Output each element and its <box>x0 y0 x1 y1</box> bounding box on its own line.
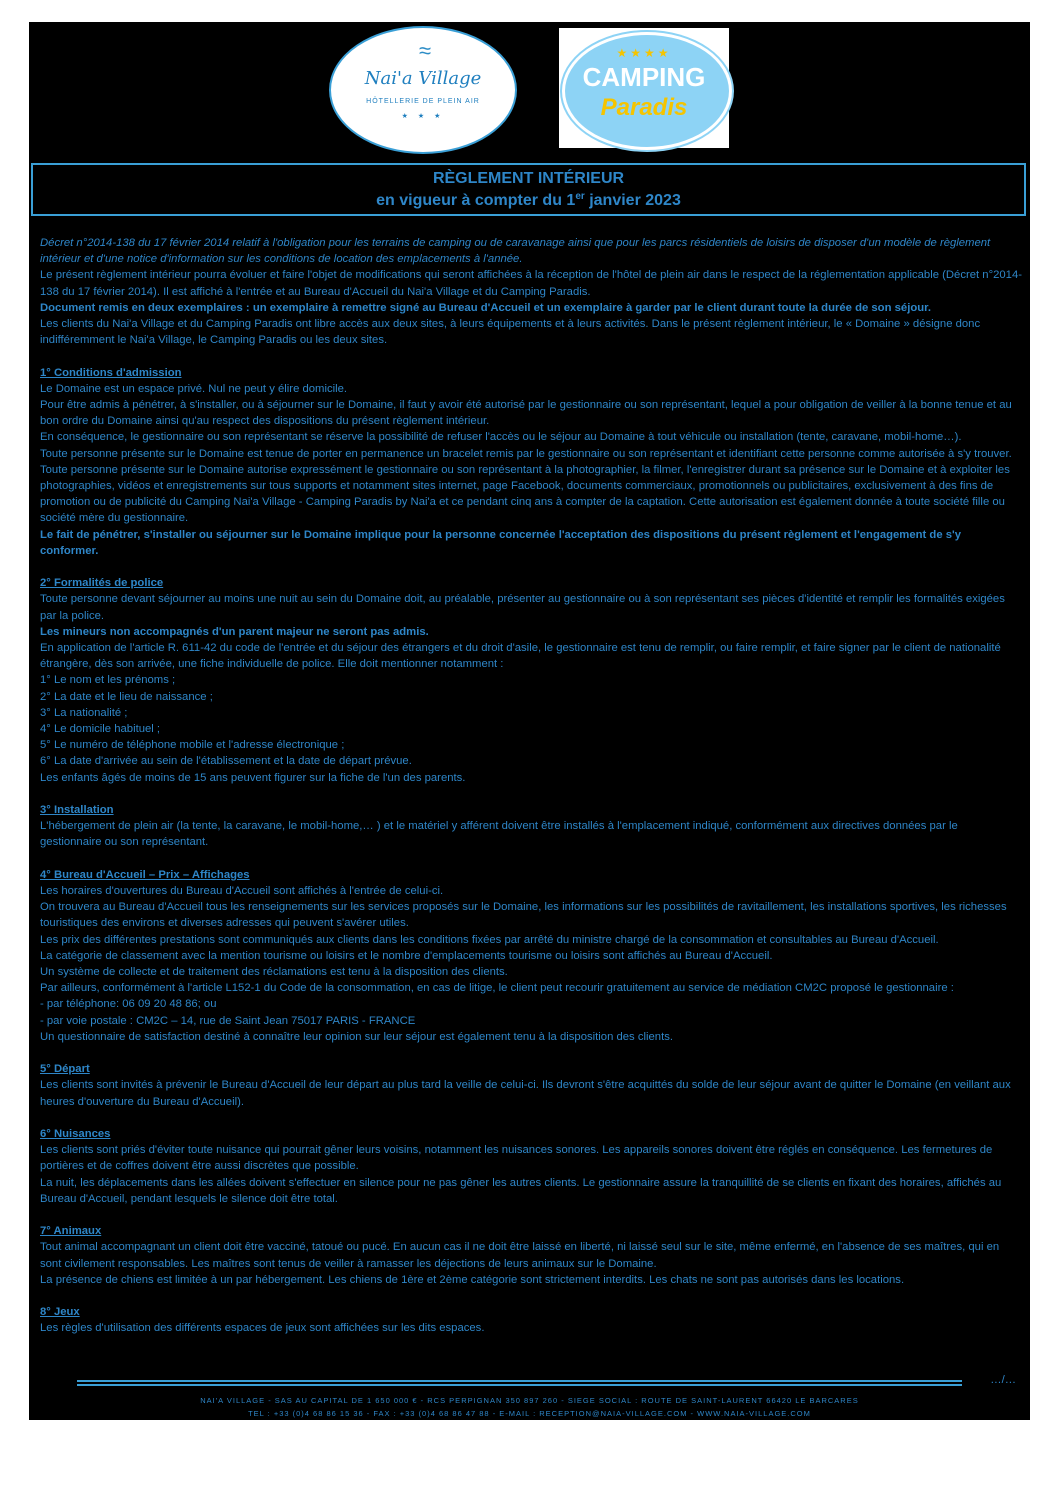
naia-village-logo <box>329 26 517 154</box>
dolphin-icon: ≈ <box>418 38 432 63</box>
section-title-installation: 3° Installation <box>40 804 114 817</box>
paragraph: Les enfants âgés de moins de 15 ans peuvent figurer sur la fiche de l'un des parents. <box>40 771 466 784</box>
intro-bold-paragraph: Document remis en deux exemplaires : un exemplaire à remettre signé au Bureau d'Accueil et un exemplaire à garder par le client durant toute la durée de son séjour. <box>40 301 932 314</box>
section-title-police: 2° Formalités de police <box>40 577 164 590</box>
paragraph: Les horaires d'ouvertures du Bureau d'Accueil sont affichés à l'entrée de celui-ci. <box>40 885 444 898</box>
paragraph: On trouvera au Bureau d'Accueil tous les renseignements sur les services proposés sur le Domaine, les informations sur les possibilités de ravitaillement, les installations sportives, les richesses touristiques des environs et diverses adresses qui peuvent s'avérer utiles. <box>40 901 1007 930</box>
paragraph: En conséquence, le gestionnaire ou son représentant se réserve la possibilité de refuser l'accès ou le séjour au Domaine à tout véhicule ou installation (tente, caravane, mobil-home…). <box>40 431 962 444</box>
section-title-nuisances: 6° Nuisances <box>40 1128 111 1141</box>
paragraph: Tout animal accompagnant un client doit être vacciné, tatoué ou pucé. En aucun cas il ne doit être laissé en liberté, ni laissé seul sur le site, même enfermé, en l'absence de ses maîtres, qui en sont civilement responsables. Les maîtres sont tenus de veiller à ramasser les déjections de leurs animaux sur le Domaine. <box>40 1241 1000 1270</box>
camping-logo-word: CAMPING <box>582 62 706 92</box>
subtitle-sup: er <box>575 191 585 202</box>
paragraph: Un questionnaire de satisfaction destiné à connaître leur opinion sur leur séjour est également tenu à la disposition des clients. <box>40 1030 674 1043</box>
paragraph: Toute personne présente sur le Domaine autorise expressément le gestionnaire ou son représentant à la photographier, la filmer, l'enregistrer durant sa présence sur le Domaine et à exploiter les photographies, vidéos et enregistrements sur tous supports et notamment sites internet, page Facebook, documents commerciaux, promotionnels ou publicitaires, exclusivement à des fins de promotion ou de publicité du Camping Nai'a Village - Camping Paradis by Nai'a et ce pendant cinq ans à compter de la captation. Cette autorisation est également donnée à toute société fille ou société mère du gestionnaire. <box>40 463 1010 525</box>
list-item: 2° La date et le lieu de naissance ; <box>40 690 213 703</box>
paragraph: Les clients sont invités à prévenir le Bureau d'Accueil de leur départ au plus tard la veille de celui-ci. Ils devront s'être acquittés du solde de leur séjour avant de quitter le Domaine (en veillant aux heures d'ouverture du Bureau d'Accueil). <box>40 1079 1011 1108</box>
paragraph: La présence de chiens est limitée à un par hébergement. Les chiens de 1ère et 2ème catégorie sont strictement interdits. Les chats ne sont pas autorisés dans les locations. <box>40 1273 905 1286</box>
paragraph: La nuit, les déplacements dans les allées doivent s'effectuer en silence pour ne pas gêner les autres clients. Le gestionnaire assure la tranquillité de se clients en fixant des horaires, affichés au Bureau d'Accueil, pendant lesquels le silence doit être total. <box>40 1176 1002 1205</box>
document-subtitle <box>33 190 1024 212</box>
list-item: 4° Le domicile habituel ; <box>40 723 161 736</box>
naia-logo-stars: ★ ★ ★ <box>401 113 445 120</box>
title-box <box>31 163 1026 216</box>
list-item: 1° Le nom et les prénoms ; <box>40 674 176 687</box>
camping-paradis-logo <box>559 28 729 148</box>
bold-paragraph: Les mineurs non accompagnés d'un parent majeur ne seront pas admis. <box>40 625 429 638</box>
logo-header <box>29 22 1030 156</box>
list-item: 3° La nationalité ; <box>40 706 128 719</box>
paragraph: Toute personne présente sur le Domaine est tenue de porter en permanence un bracelet remis par le gestionnaire ou son représentant et identifiant cette personne comme autorisée à s'y trouver. <box>40 447 1012 460</box>
bold-paragraph: Le fait de pénétrer, s'installer ou séjourner sur le Domaine implique pour la personne concernée l'acceptation des dispositions du présent règlement et l'engagement de s'y conformer. <box>40 528 962 557</box>
section-title-departure: 5° Départ <box>40 1063 90 1076</box>
list-item: 5° Le numéro de téléphone mobile et l'adresse électronique ; <box>40 739 345 752</box>
subtitle-year: janvier 2023 <box>584 192 681 209</box>
footer-divider <box>77 1384 962 1386</box>
paragraph: La catégorie de classement avec la mention tourisme ou loisirs et le nombre d'emplacements tourisme ou loisirs sont affichés au Bureau d'Accueil. <box>40 949 773 962</box>
naia-logo-brand: Nai'a Village <box>364 68 482 89</box>
section-title-animals: 7° Animaux <box>40 1225 102 1238</box>
paragraph: Les clients sont priés d'éviter toute nuisance qui pourrait gêner leurs voisins, notamment les nuisances sonores. Les appareils sonores doivent être réglés en conséquence. Les fermetures de portières et de coffres doivent être aussi discrètes que possible. <box>40 1144 993 1173</box>
paragraph: L'hébergement de plein air (la tente, la caravane, le mobil-home,… ) et le matériel y afférent doivent être installés à l'emplacement indiqué, conformément aux directives données par le gestionnaire ou son représentant. <box>40 820 958 849</box>
footer-contact-info: TEL : +33 (0)4 68 86 15 36 - FAX : +33 (0)4 68 86 47 88 - E-MAIL : RECEPTION@NAIA-VILLAGE.COM - WWW.NAIA-VILLAGE.COM <box>248 1409 811 1418</box>
paragraph: Toute personne devant séjourner au moins une nuit au sein du Domaine doit, au préalable, présenter au gestionnaire ou à son représentant ses pièces d'identité et remplir les formalités exigées par la police. <box>40 593 1005 622</box>
decree-reference: Décret n°2014-138 du 17 février 2014 relatif à l'obligation pour les terrains de camping ou de caravanage ainsi que pour les parcs résidentiels de loisirs de disposer d'un modèle de règlement intérieur et d'une notice d'information sur les conditions de location des emplacements à l'année. <box>40 237 991 266</box>
intro-paragraph: Les clients du Nai'a Village et du Camping Paradis ont libre accès aux deux sites, à leurs équipements et à leurs activités. Dans le présent règlement intérieur, le « Domaine » désigne donc indifféremment le Nai'a Village, le Camping Paradis ou les deux sites. <box>40 318 981 347</box>
footer-divider <box>77 1380 962 1382</box>
rules-body <box>40 235 1022 1337</box>
continued-marker: …/… <box>990 1374 1016 1386</box>
document-title: RÈGLEMENT INTÉRIEUR <box>432 170 625 187</box>
paradis-logo-word: Paradis <box>600 94 688 121</box>
paragraph: Un système de collecte et de traitement des réclamations est tenu à la disposition des clients. <box>40 966 508 979</box>
intro-paragraph: Le présent règlement intérieur pourra évoluer et faire l'objet de modifications qui seront affichées à la réception de l'hôtel de plein air dans le respect de la réglementation applicable (Décret n°2014-138 du 17 février 2014). Il est affiché à l'entrée et au Bureau d'Accueil du Nai'a Village et du Camping Paradis. <box>40 269 1022 298</box>
paragraph: En application de l'article R. 611-42 du code de l'entrée et du séjour des étrangers et du droit d'asile, le gestionnaire est tenu de remplir, ou faire remplir, et faire signer par le client de nationalité étrangère, dès son arrivée, une fiche individuelle de police. Elle doit mentionner notamment : <box>40 642 1001 671</box>
subtitle-text: en vigueur à compter du 1 <box>376 192 576 209</box>
paragraph: Par ailleurs, conformément à l'article L152-1 du Code de la consommation, en cas de litige, le client peut recourir gratuitement au service de médiation CM2C proposé le gestionnaire : <box>40 982 954 995</box>
mediation-address: - par voie postale : CM2C – 14, rue de Saint Jean 75017 PARIS - FRANCE <box>40 1014 416 1027</box>
paragraph: Les règles d'utilisation des différents espaces de jeux sont affichées sur les dits espaces. <box>40 1322 485 1335</box>
list-item: 6° La date d'arrivée au sein de l'établissement et la date de départ prévue. <box>40 755 412 768</box>
section-title-admission: 1° Conditions d'admission <box>40 366 182 379</box>
naia-logo-tagline: HÔTELLERIE DE PLEIN AIR <box>366 98 480 105</box>
paragraph: Pour être admis à pénétrer, à s'installer, ou à séjourner sur le Domaine, il faut y avoir été autorisé par le gestionnaire ou son représentant, lequel a pour obligation de veiller à la bonne tenue et au bon ordre du Domaine ainsi qu'au respect des dispositions du présent règlement intérieur. <box>40 399 1012 428</box>
document-page <box>29 22 1030 1420</box>
section-title-games: 8° Jeux <box>40 1306 80 1319</box>
paragraph: Le Domaine est un espace privé. Nul ne peut y élire domicile. <box>40 382 348 395</box>
mediation-phone: - par téléphone: 06 09 20 48 86; ou <box>40 998 217 1011</box>
paragraph: Les prix des différentes prestations sont communiqués aux clients dans les conditions fixées par arrêté du ministre chargé de la consommation et consultables au Bureau d'Accueil. <box>40 933 939 946</box>
section-title-reception: 4° Bureau d'Accueil – Prix – Affichages <box>40 868 250 881</box>
camping-logo-stars: ★★★★ <box>616 46 672 60</box>
footer-company-info: NAI'A VILLAGE - SAS AU CAPITAL DE 1 650 000 € - RCS PERPIGNAN 350 897 260 - SIEGE SOCIAL : ROUTE DE SAINT-LAURENT 66420 LE BARCARES <box>200 1396 859 1405</box>
